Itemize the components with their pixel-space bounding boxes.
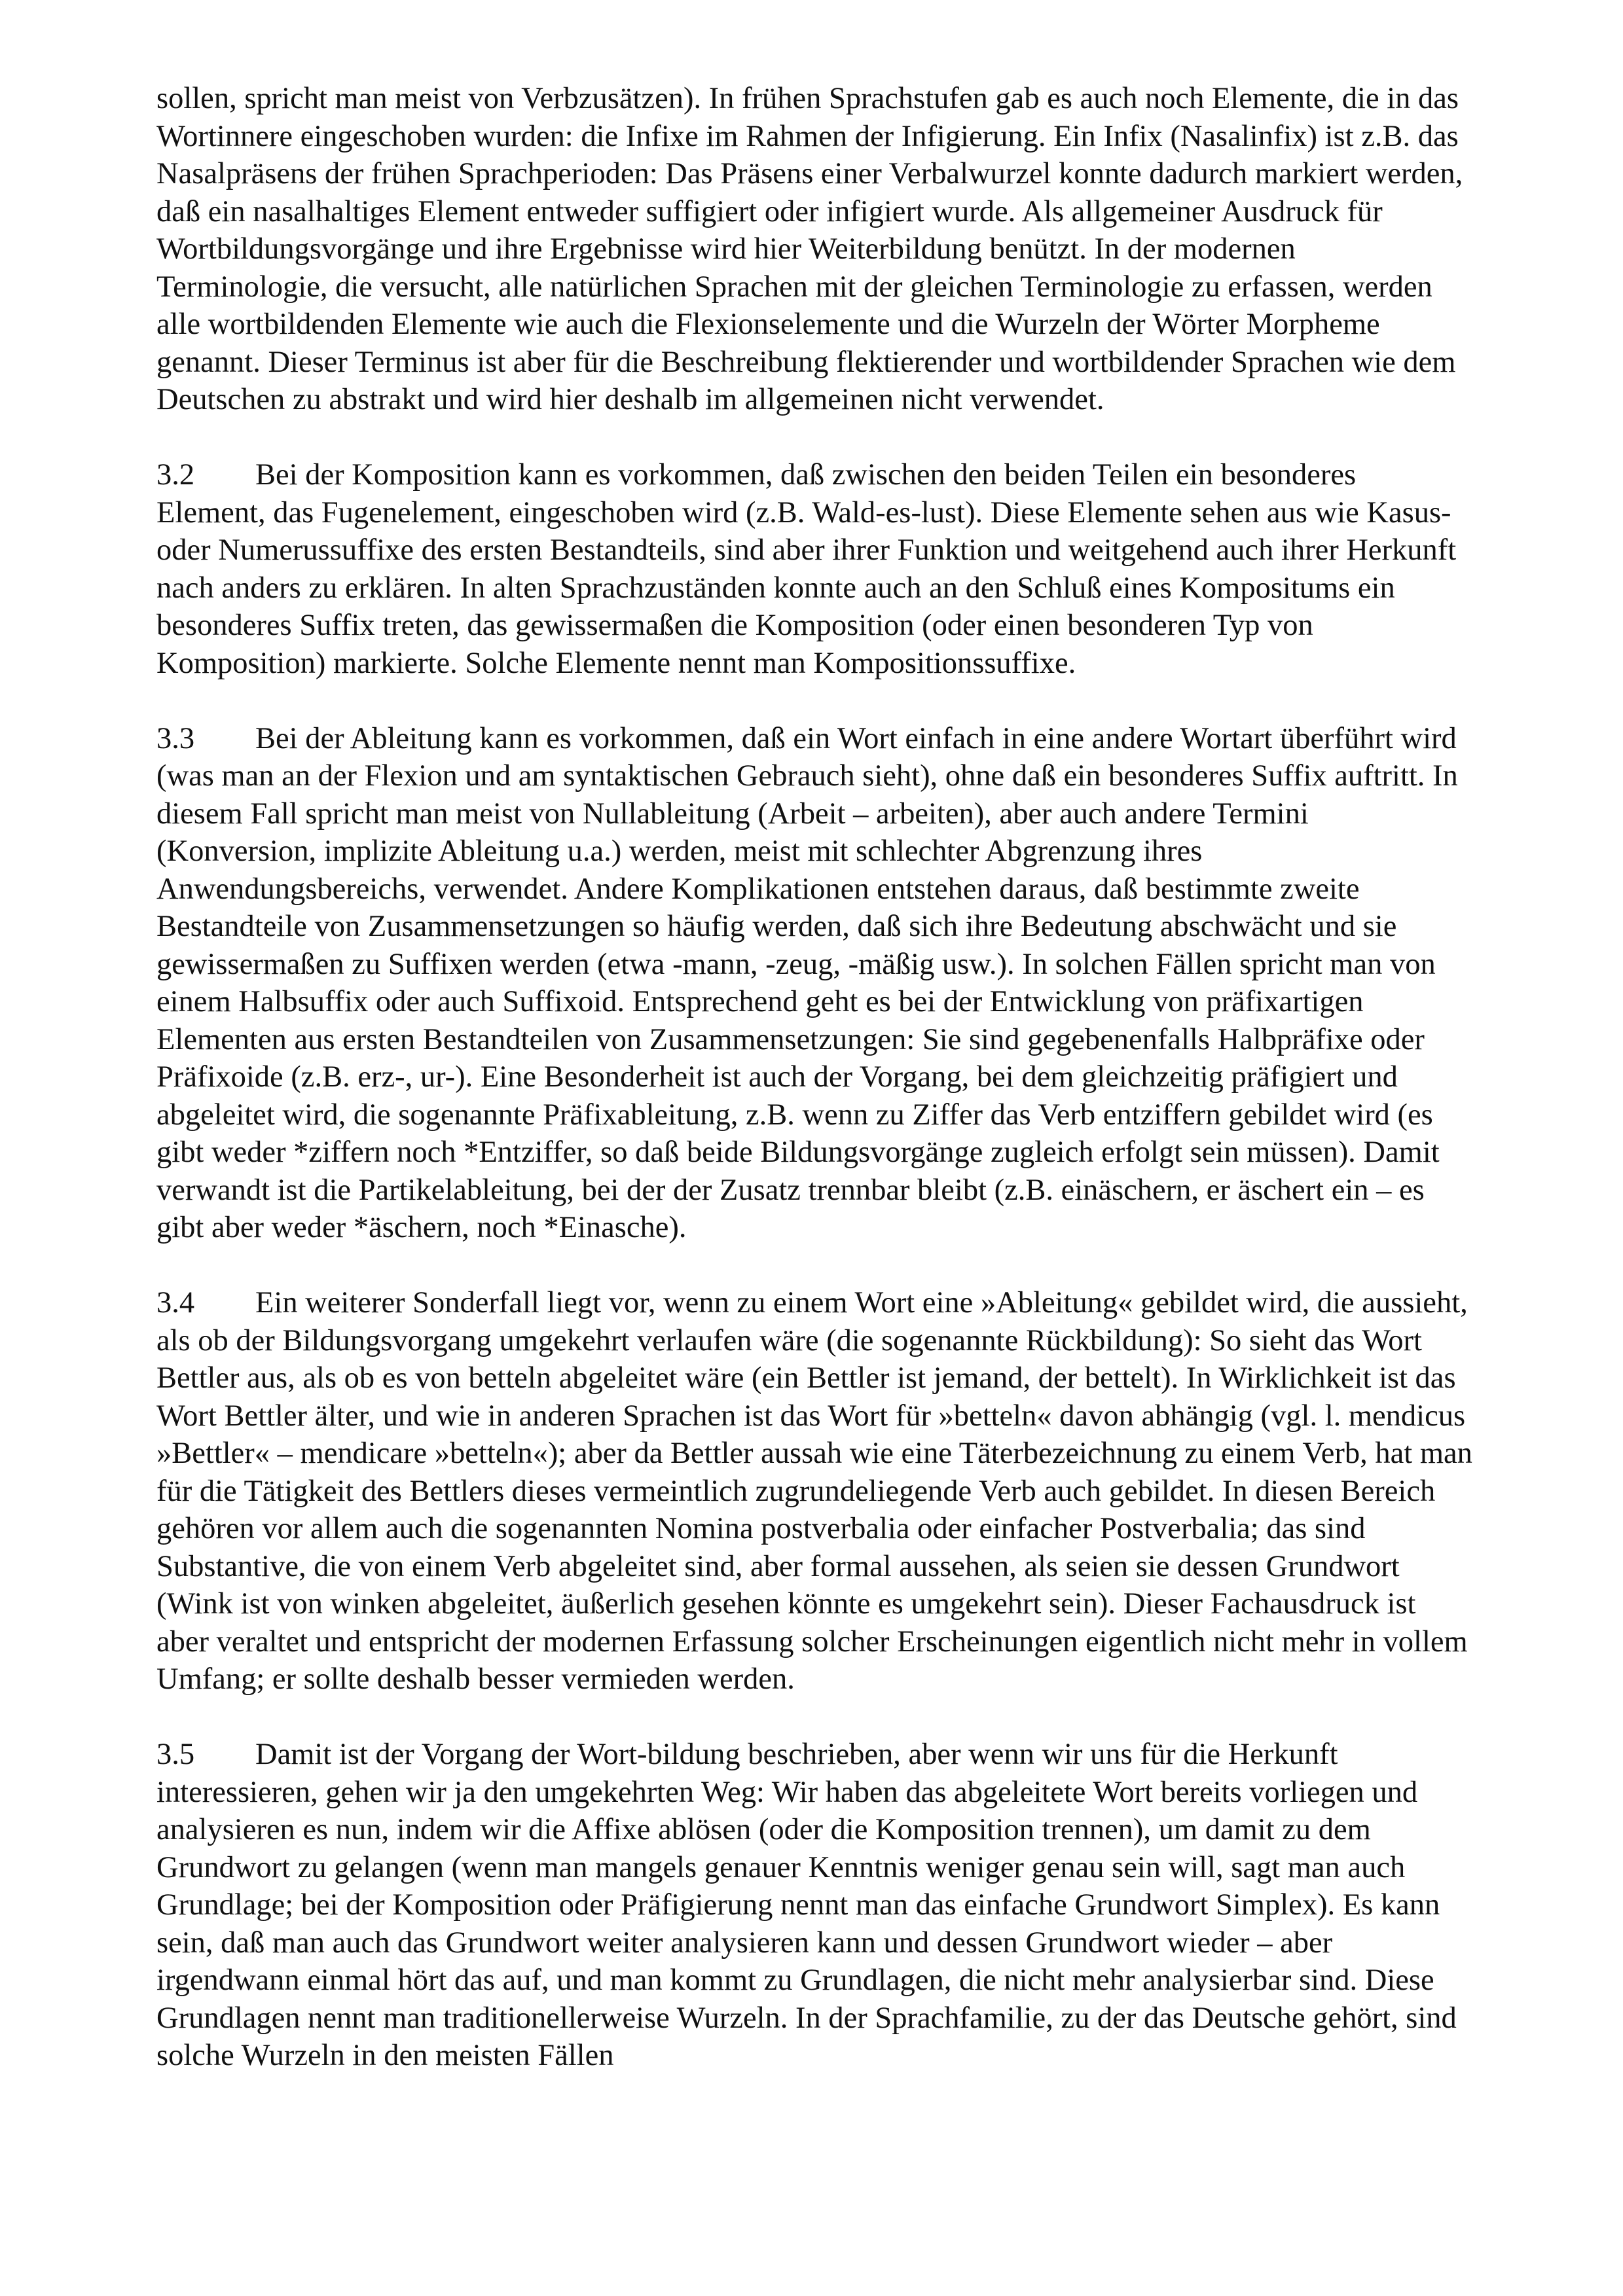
paragraph-text: Bei der Ableitung kann es vorkommen, daß ein Wort einfach in eine andere Wortart überführt wird (was man an der Flexion und am syntaktischen Gebrauch sieht), ohne daß ein besonderes Suffix auftritt. In diesem Fall spricht man meist von Nullableitung (Arbeit – arbeiten), aber auch andere Termini (Konversion, implizite Ableitung u.a.) werden, meist mit schlechter Abgrenzung ihres Anwendungsbereichs, verwendet. Andere Komplikationen entstehen daraus, daß bestimmte zweite Bestandteile von Zusammensetzungen so häufig werden, daß sich ihre Bedeutung abschwächt und sie gewissermaßen zu Suffixen werden (etwa -mann, -zeug, -mäßig usw.). In solchen Fällen spricht man von einem Halbsuffix oder auch Suffixoid. Entsprechend geht es bei der Entwicklung von präfixartigen Elementen aus ersten Bestandteilen von Zusammensetzungen: Sie sind gegebenenfalls Halbpräfixe oder Präfixoide (z.B. erz-, ur-). Eine Besonderheit ist auch der Vorgang, bei dem gleichzeitig präfigiert und abgeleitet wird, die sogenannte Präfixableitung, z.B. wenn zu Ziffer das Verb entziffern gebildet wird (es gibt weder *ziffern noch *Entziffer, so daß beide Bildungsvorgänge zugleich erfolgt sein müssen). Damit verwandt ist die Partikelableitung, bei der der Zusatz trennbar bleibt (z.B. einäschern, er äschert ein – es gibt aber weder *äschern, noch *Einasche).	[156, 721, 1458, 1244]
paragraph-text: sollen, spricht man meist von Verbzusätzen). In frühen Sprachstufen gab es auch noch Elemente, die in das Wortinnere eingeschoben wurden: die Infixe im Rahmen der Infigierung. Ein Infix (Nasalinfix) ist z.B. das Nasalpräsens der frühen Sprachperioden: Das Präsens einer Verbalwurzel konnte dadurch markiert werden, daß ein nasalhaltiges Element entweder suffigiert oder infigiert wurde. Als allgemeiner Ausdruck für Wortbildungsvorgänge und ihre Ergebnisse wird hier Weiterbildung benützt. In der modernen Terminologie, die versucht, alle natürlichen Sprachen mit der gleichen Terminologie zu erfassen, werden alle wortbildenden Elemente wie auch die Flexionselemente und die Wurzeln der Wörter Morpheme genannt. Dieser Terminus ist aber für die Beschreibung flektierender und wortbildender Sprachen wie dem Deutschen zu abstrakt und wird hier deshalb im allgemeinen nicht verwendet.	[156, 82, 1463, 416]
paragraph-3-3	[156, 720, 1472, 1247]
paragraph-text: Ein weiterer Sonderfall liegt vor, wenn zu einem Wort eine »Ableitung« gebildet wird, die aussieht, als ob der Bildungsvorgang umgekehrt verlaufen wäre (die sogenannte Rückbildung): So sieht das Wort Bettler aus, als ob es von betteln abgeleitet wäre (ein Bettler ist jemand, der bettelt). In Wirklichkeit ist das Wort Bettler älter, und wie in anderen Sprachen ist das Wort für »betteln« davon abhängig (vgl. l. mendicus »Bettler« – mendicare »betteln«); aber da Bettler aussah wie eine Täterbezeichnung zu einem Verb, hat man für die Tätigkeit des Bettlers dieses vermeintlich zugrundeliegende Verb auch gebildet. In diesen Bereich gehören vor allem auch die sogenannten Nomina postverbalia oder einfacher Postverbalia; das sind Substantive, die von einem Verb abgeleitet sind, aber formal aussehen, als seien sie dessen Grundwort (Wink ist von winken abgeleitet, äußerlich gesehen könnte es umgekehrt sein). Dieser Fachausdruck ist aber veraltet und entspricht der modernen Erfassung solcher Erscheinungen eigentlich nicht mehr in vollem Umfang; er sollte deshalb besser vermieden werden.	[156, 1286, 1472, 1696]
paragraph-text: Bei der Komposition kann es vorkommen, daß zwischen den beiden Teilen ein besonderes Element, das Fugenelement, eingeschoben wird (z.B. Wald-es-lust). Diese Elemente sehen aus wie Kasus- oder Numerussuffixe des ersten Bestandteils, sind aber ihrer Funktion und weitgehend auch ihrer Herkunft nach anders zu erklären. In alten Sprachzuständen konnte auch an den Schluß eines Kompositums ein besonderes Suffix treten, das gewissermaßen die Komposition (oder einen besonderen Typ von Komposition) markierte. Solche Elemente nennt man Kompositionssuffixe.	[156, 458, 1457, 680]
section-number: 3.5	[156, 1738, 195, 1771]
section-number: 3.4	[156, 1286, 195, 1319]
paragraph-3-2	[156, 456, 1472, 682]
section-number: 3.3	[156, 721, 195, 755]
section-number: 3.2	[156, 458, 195, 492]
paragraph-text: Damit ist der Vorgang der Wort-bildung beschrieben, aber wenn wir uns für die Herkunft interessieren, gehen wir ja den umgekehrten Weg: Wir haben das abgeleitete Wort bereits vorliegen und analysieren es nun, indem wir die Affixe ablösen (oder die Komposition trennen), um damit zu dem Grundwort zu gelangen (wenn man mangels genauer Kenntnis weniger genau sein will, sagt man auch Grundlage; bei der Komposition oder Präfigierung nennt man das einfache Grundwort Simplex). Es kann sein, daß man auch das Grundwort weiter analysieren kann und dessen Grundwort wieder – aber irgendwann einmal hört das auf, und man kommt zu Grundlagen, die nicht mehr analysierbar sind. Diese Grundlagen nennt man traditionellerweise Wurzeln. In der Sprachfamilie, zu der das Deutsche gehört, sind solche Wurzeln in den meisten Fällen	[156, 1738, 1457, 2072]
paragraph-3-1-continuation	[156, 80, 1472, 419]
paragraph-3-4	[156, 1284, 1472, 1698]
paragraph-3-5	[156, 1736, 1472, 2075]
document-page	[156, 80, 1472, 2075]
